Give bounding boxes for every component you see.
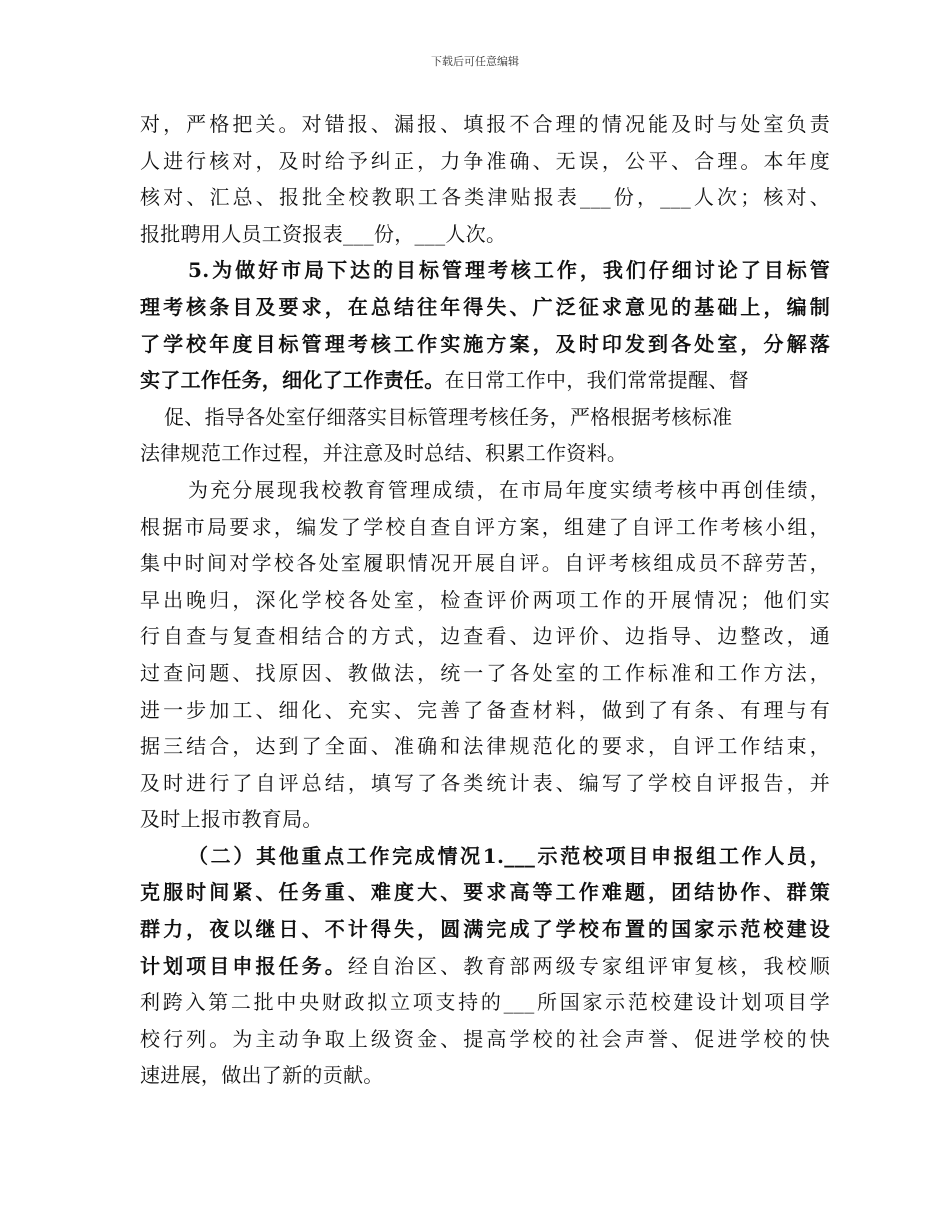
text-segment: 计划项目申报任务。 — [140, 953, 348, 978]
text-line: 人进行核对，及时给予纠正，力争准确、无误，公平、合理。本年度 — [140, 148, 830, 173]
text-line: 为充分展现我校教育管理成绩，在市局年度实绩考核中再创佳绩， — [188, 477, 830, 502]
text-segment: 在日常工作中，我们常常提醒、督 — [444, 368, 749, 393]
text-line: 集中时间对学校各处室履职情况开展自评。自评考核组成员不辞劳苦， — [140, 551, 830, 576]
text-line: 报批聘用人员工资报表___份，___人次。 — [140, 221, 507, 246]
text-line: 早出晚归，深化学校各处室，检查评价两项工作的开展情况；他们实 — [140, 587, 830, 612]
text-line: 法律规范工作过程，并注意及时总结、积累工作资料。 — [140, 441, 628, 466]
text-line: 进一步加工、细化、充实、完善了备查材料，做到了有条、有理与有 — [140, 697, 830, 722]
text-line: 克服时间紧、任务重、难度大、要求高等工作难题，团结协作、群策 — [140, 880, 830, 905]
text-line: 速进展，做出了新的贡献。 — [140, 1063, 384, 1088]
text-line: 促、指导各处室仔细落实目标管理考核任务，严格根据考核标准 — [164, 404, 733, 429]
text-line — [140, 948, 830, 985]
text-line: 5.为做好市局下达的目标管理考核工作，我们仔细讨论了目标管 — [188, 258, 830, 283]
text-line: 校行列。为主动争取上级资金、提高学校的社会声誉、促进学校的快 — [140, 1026, 830, 1051]
text-line: 及时进行了自评总结，填写了各类统计表、编写了学校自评报告，并 — [140, 770, 830, 795]
text-line: 及时上报市教育局。 — [140, 807, 323, 832]
document-body — [140, 106, 830, 1094]
text-line: 过查问题、找原因、教做法，统一了各处室的工作标准和工作方法， — [140, 660, 830, 685]
page-header: 下载后可任意编辑 — [431, 55, 519, 68]
text-line: 利跨入第二批中央财政拟立项支持的___所国家示范校建设计划项目学 — [140, 990, 830, 1015]
text-line: 群力，夜以继日、不计得失，圆满完成了学校布置的国家示范校建设 — [140, 917, 830, 942]
text-line — [140, 362, 830, 399]
text-line: 核对、汇总、报批全校教职工各类津贴报表___份，___人次；核对、 — [140, 185, 830, 210]
text-line: （二）其他重点工作完成情况1.___示范校项目申报组工作人员， — [188, 843, 830, 868]
text-line: 了学校年度目标管理考核工作实施方案，及时印发到各处室，分解落 — [140, 331, 830, 356]
text-line: 根据市局要求，编发了学校自查自评方案，组建了自评工作考核小组， — [140, 514, 830, 539]
text-line: 据三结合，达到了全面、准确和法律规范化的要求，自评工作结束， — [140, 734, 830, 759]
text-line: 理考核条目及要求，在总结往年得失、广泛征求意见的基础上，编制 — [140, 294, 830, 319]
text-segment: 实了工作任务，细化了工作责任。 — [140, 368, 445, 393]
text-line: 行自查与复查相结合的方式，边查看、边评价、边指导、边整改，通 — [140, 624, 830, 649]
text-line: 对，严格把关。对错报、漏报、填报不合理的情况能及时与处室负责 — [140, 112, 830, 136]
text-segment: 经自治区、教育部两级专家组评审复核，我校顺 — [347, 953, 830, 978]
